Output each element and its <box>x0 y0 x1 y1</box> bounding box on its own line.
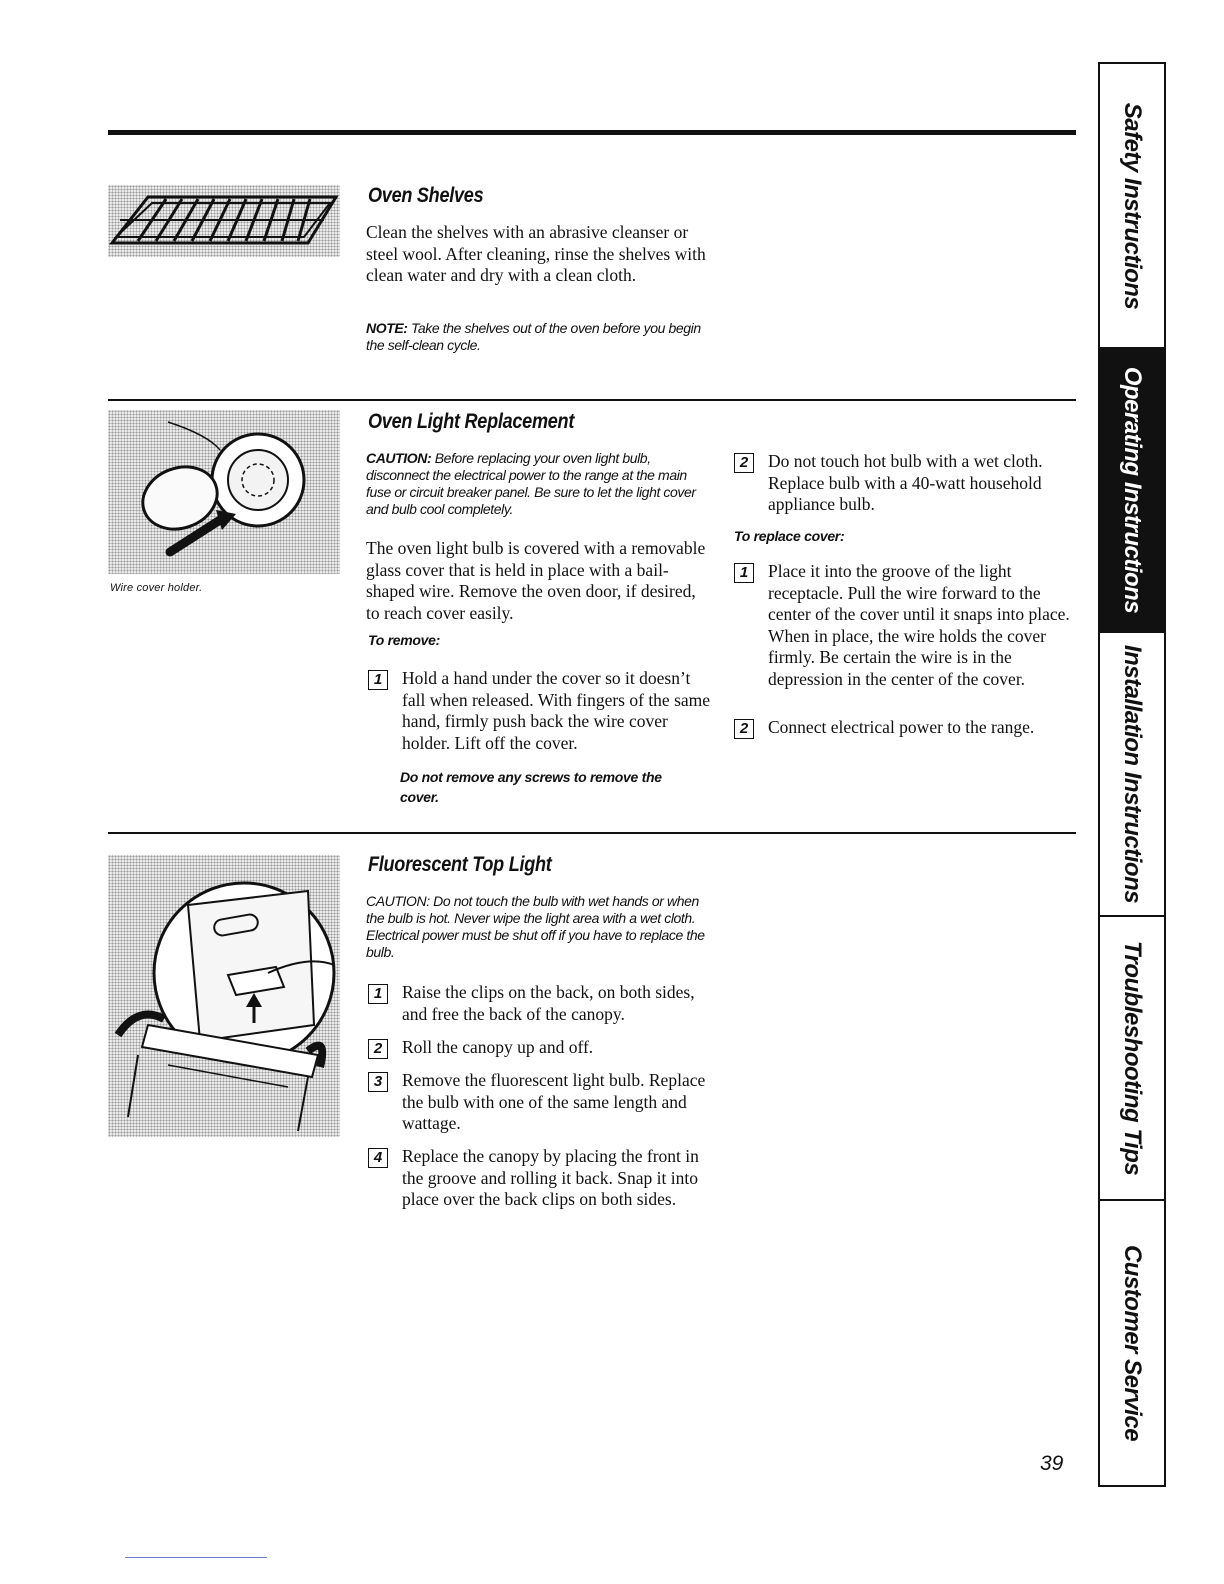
oven-light-body: The oven light bulb is covered with a removable glass cover that is held in place with a bail-shaped wire. Remove the oven door, if desired, to reach cover easily. <box>366 538 706 623</box>
tab-label: Operating Instructions <box>1119 366 1146 614</box>
step-text: Connect electrical power to the range. <box>768 717 1035 737</box>
step-number: 1 <box>368 670 388 690</box>
tab-installation-instructions[interactable] <box>1100 633 1164 917</box>
section-tabs <box>1098 62 1166 1487</box>
step-number: 1 <box>734 563 754 583</box>
tab-troubleshooting-tips[interactable] <box>1100 917 1164 1201</box>
fluorescent-step-2 <box>368 1037 713 1059</box>
remove-step-1 <box>368 668 713 754</box>
step-text: Hold a hand under the cover so it doesn’t fall when released. With fingers of the same hand, firmly push back the wire cover holder. Lift off the cover. <box>402 668 711 753</box>
fluorescent-light-illustration <box>108 855 340 1137</box>
tab-customer-service[interactable] <box>1100 1201 1164 1485</box>
step-number: 4 <box>368 1148 388 1168</box>
section-divider-1 <box>108 399 1076 401</box>
to-remove-label: To remove: <box>368 632 440 648</box>
oven-light-heading: Oven Light Replacement <box>368 410 575 433</box>
step-text: Roll the canopy up and off. <box>402 1037 594 1057</box>
fluorescent-step-3 <box>368 1070 713 1135</box>
replace-step-1 <box>734 561 1074 690</box>
section-divider-2 <box>108 832 1076 834</box>
step-number: 2 <box>734 719 754 739</box>
replace-step-2 <box>734 717 1074 739</box>
tab-label: Installation Instructions <box>1119 644 1146 904</box>
note-text: Take the shelves out of the oven before you begin the self-clean cycle. <box>366 320 701 353</box>
oven-light-illustration <box>108 410 340 574</box>
top-rule <box>108 130 1076 135</box>
wire-cover-caption: Wire cover holder. <box>110 582 203 594</box>
oven-light-caution <box>366 450 711 518</box>
to-replace-label: To replace cover: <box>734 528 845 544</box>
fluorescent-step-4 <box>368 1146 713 1211</box>
oven-shelf-illustration <box>108 185 340 257</box>
step-text: Place it into the groove of the light receptacle. Pull the wire forward to the center of the cover until it snaps into place. When in place, the wire holds the cover firmly. Be certain the wire is in the depression in the center of the cover. <box>768 561 1070 689</box>
step-number: 2 <box>368 1039 388 1059</box>
tab-label: Safety Instructions <box>1119 102 1146 309</box>
footer-line <box>125 1557 267 1558</box>
tab-safety-instructions[interactable] <box>1100 64 1164 349</box>
step-text: Raise the clips on the back, on both sides, and free the back of the canopy. <box>402 982 695 1024</box>
oven-shelves-body: Clean the shelves with an abrasive cleanser or steel wool. After cleaning, rinse the shelves with clean water and dry with a clean cloth. <box>366 222 706 285</box>
note-label: NOTE: <box>366 320 408 336</box>
fluorescent-heading: Fluorescent Top Light <box>368 853 552 876</box>
fluorescent-step-1 <box>368 982 713 1025</box>
step-number: 2 <box>734 453 754 473</box>
caution-text: Before replacing your oven light bulb, disconnect the electrical power to the range at the main fuse or circuit breaker panel. Be sure to let the light cover and bulb cool completely. <box>366 450 696 517</box>
step-text: Remove the fluorescent light bulb. Replace the bulb with one of the same length and wattage. <box>402 1070 706 1133</box>
tab-label: Customer Service <box>1119 1244 1146 1442</box>
oven-shelves-heading: Oven Shelves <box>368 184 484 207</box>
step-text: Replace the canopy by placing the front in the groove and rolling it back. Snap it into place over the back clips on both sides. <box>402 1146 699 1209</box>
remove-step-2 <box>734 451 1079 516</box>
caution-label: CAUTION: <box>366 450 432 466</box>
tab-operating-instructions[interactable] <box>1100 349 1164 633</box>
no-screws-warning: Do not remove any screws to remove the cover. <box>400 769 662 805</box>
step-number: 1 <box>368 984 388 1004</box>
step-text: Do not touch hot bulb with a wet cloth. Replace bulb with a 40-watt household appliance bulb. <box>768 451 1043 514</box>
tab-label: Troubleshooting Tips <box>1119 940 1146 1176</box>
fluorescent-caution: CAUTION: Do not touch the bulb with wet hands or when the bulb is hot. Never wipe the light area with a wet cloth. Electrical power must be shut off if you have to replace the bulb. <box>366 893 705 960</box>
oven-shelves-note <box>366 320 711 354</box>
step-number: 3 <box>368 1072 388 1092</box>
page-number: 39 <box>1040 1452 1064 1475</box>
